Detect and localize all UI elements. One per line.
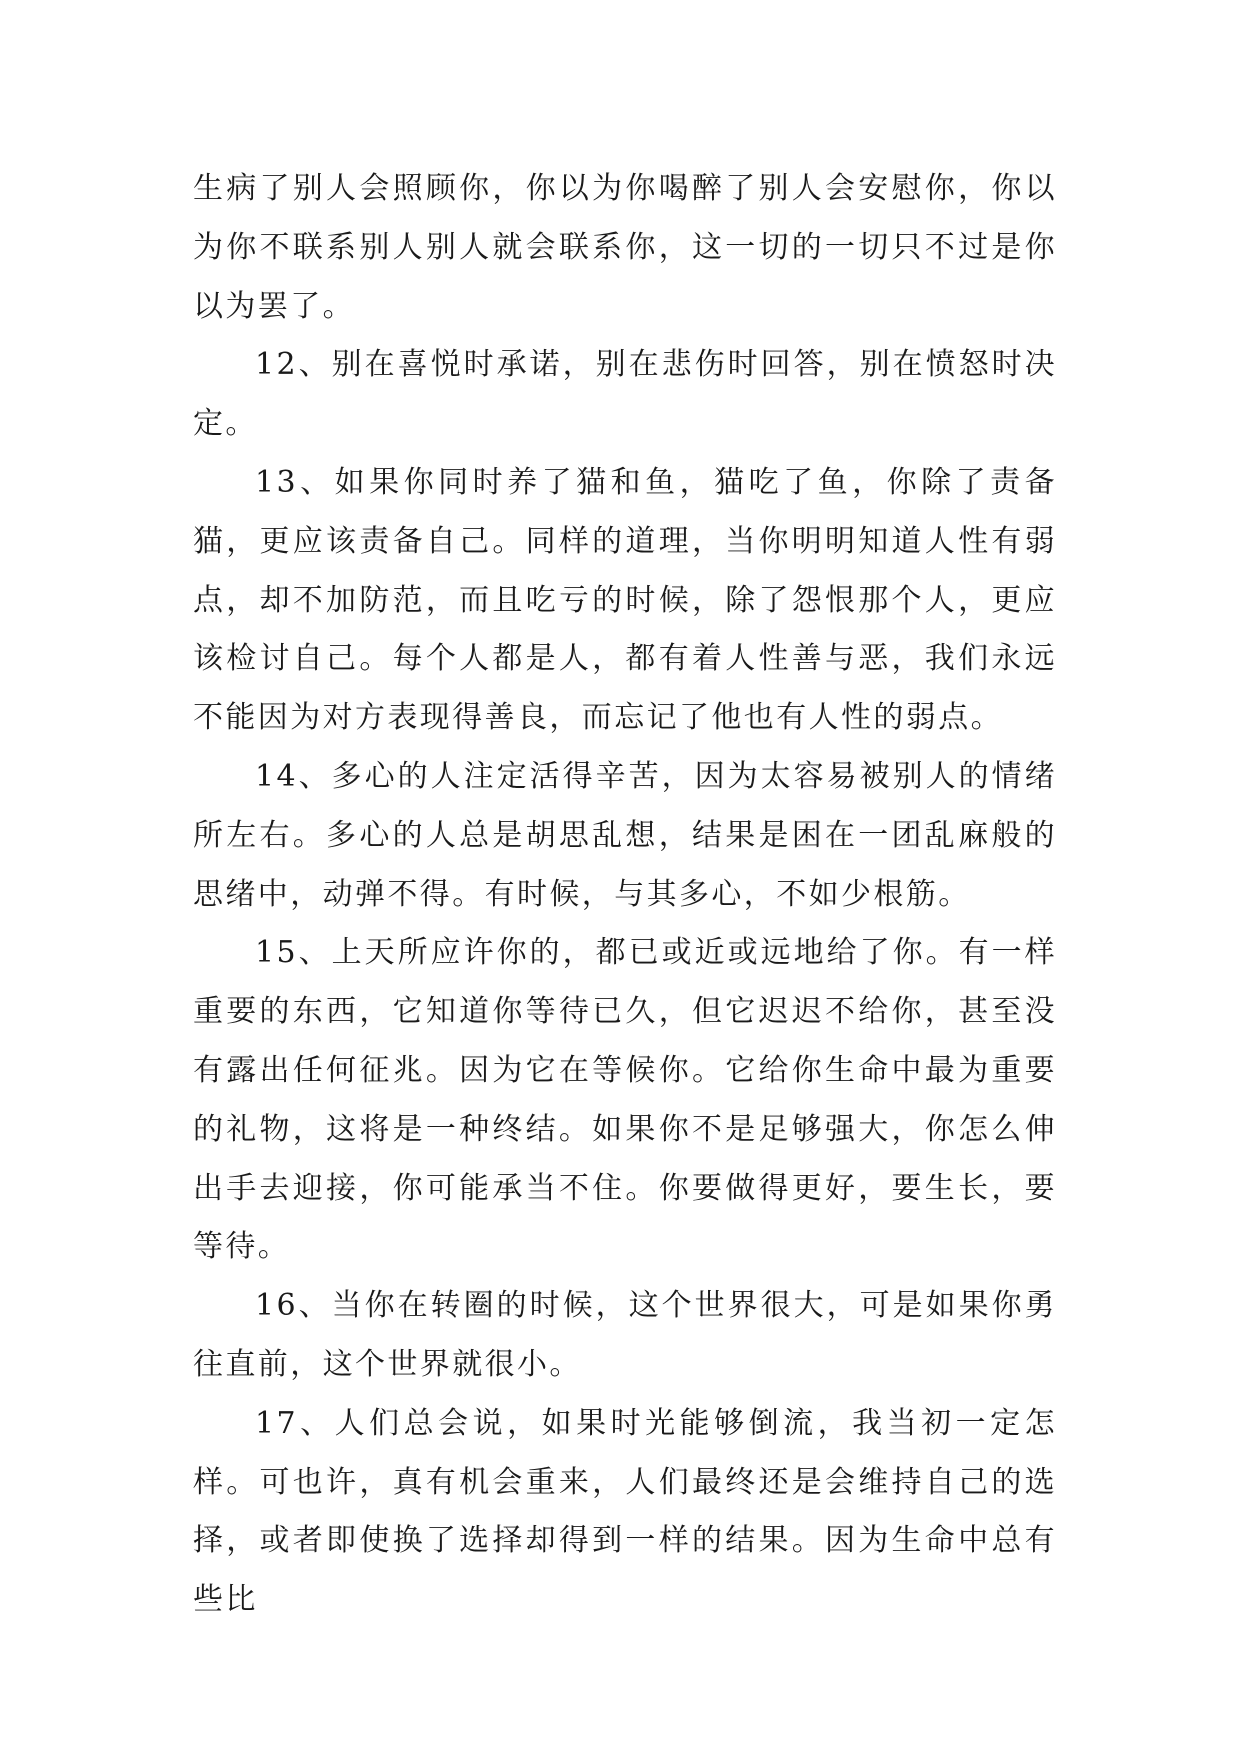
- paragraph-item-13: 13、如果你同时养了猫和鱼，猫吃了鱼，你除了责备猫，更应该责备自己。同样的道理，当你明明知道人性有弱点，却不加防范，而且吃亏的时候，除了怨恨那个人，更应该检讨自己。每个人都是人，都有着人性善与恶，我们永远不能因为对方表现得善良，而忘记了他也有人性的弱点。: [193, 464, 1057, 736]
- paragraph-item-17: 17、人们总会说，如果时光能够倒流，我当初一定怎样。可也许，真有机会重来，人们最终还是会维持自己的选择，或者即使换了选择却得到一样的结果。因为生命中总有些比: [193, 1405, 1057, 1618]
- paragraph-continuation: 生病了别人会照顾你，你以为你喝醉了别人会安慰你，你以为你不联系别人别人就会联系你，这一切的一切只不过是你以为罢了。: [193, 171, 1057, 324]
- paragraph-item-15: 15、上天所应许你的，都已或近或远地给了你。有一样重要的东西，它知道你等待已久，但它迟迟不给你，甚至没有露出任何征兆。因为它在等候你。它给你生命中最为重要的礼物，这将是一种终结。如果你不是足够强大，你怎么伸出手去迎接，你可能承当不住。你要做得更好，要生长，要等待。: [193, 935, 1057, 1265]
- document-body: [193, 160, 1057, 1630]
- paragraph-item-14: 14、多心的人注定活得辛苦，因为太容易被别人的情绪所左右。多心的人总是胡思乱想，结果是困在一团乱麻般的思绪中，动弹不得。有时候，与其多心，不如少根筋。: [193, 758, 1057, 912]
- paragraph-item-12: 12、别在喜悦时承诺，别在悲伤时回答，别在愤怒时决定。: [193, 347, 1057, 442]
- paragraph-item-16: 16、当你在转圈的时候，这个世界很大，可是如果你勇往直前，这个世界就很小。: [193, 1288, 1057, 1382]
